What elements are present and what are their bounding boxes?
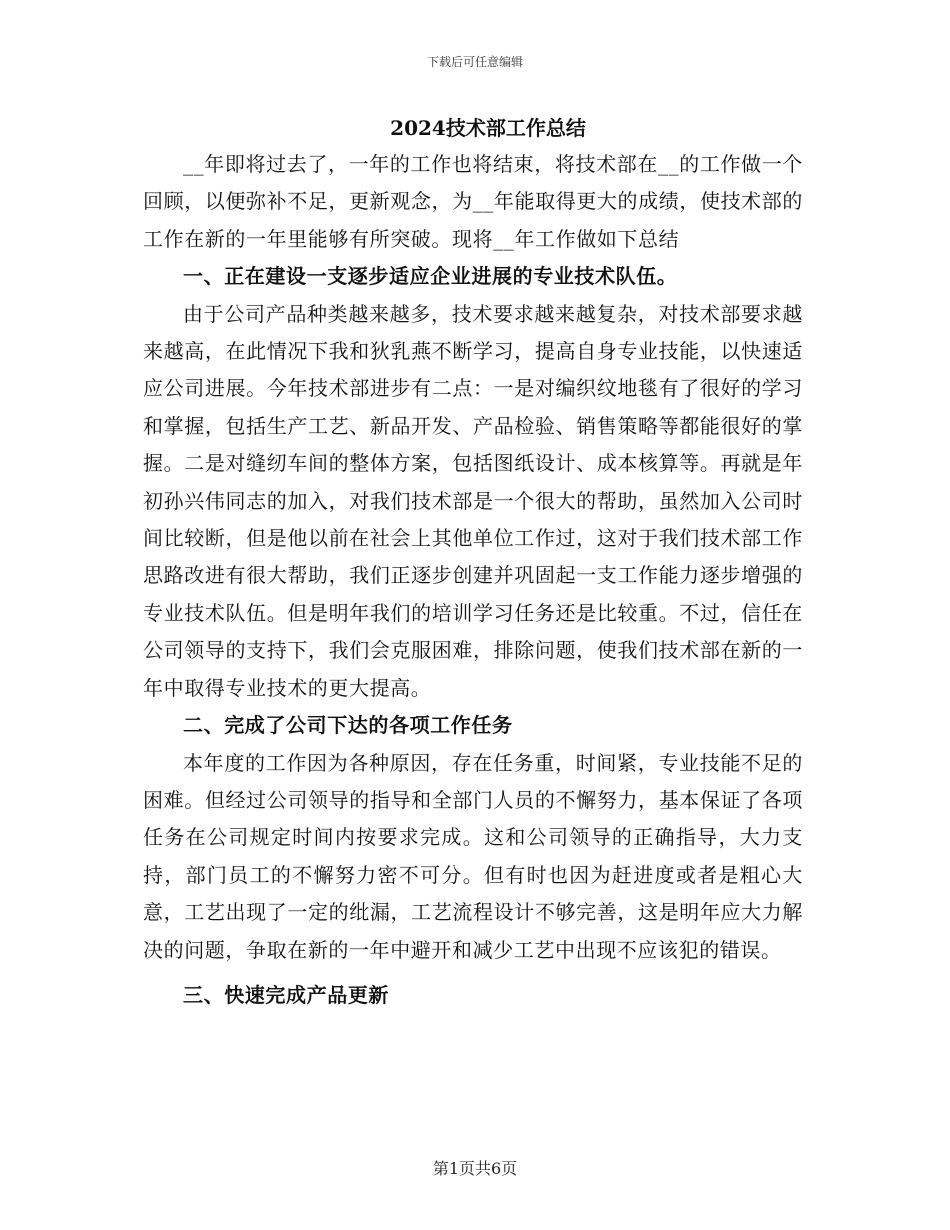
section-heading-2: 二、完成了公司下达的各项工作任务 — [183, 713, 513, 738]
page-number: 第1页共6页 — [432, 1159, 518, 1178]
section-heading-1: 一、正在建设一支逐步适应企业进展的专业技术队伍。 — [183, 264, 678, 289]
section-heading-3: 三、快速完成产品更新 — [183, 982, 389, 1007]
document-body — [143, 112, 803, 1014]
section-body-2: 本年度的工作因为各种原因，存在任务重，时间紧，专业技能不足的困难。但经过公司领导的指导和全部门人员的不懈努力，基本保证了各项任务在公司规定时间内按要求完成。这和公司领导的正确指导，大力支持，部门员工的不懈努力密不可分。但有时也因为赶进度或者是粗心大意，工艺出现了一定的纰漏，工艺流程设计不够完善，这是明年应大力解决的问题，争取在新的一年中避开和减少工艺中出现不应该犯的错误。 — [143, 750, 803, 962]
document-title: 2024技术部工作总结 — [390, 116, 586, 140]
page-header-note: 下载后可任意编辑 — [426, 55, 523, 69]
intro-paragraph: __年即将过去了，一年的工作也将结束，将技术部在__的工作做一个回顾，以便弥补不足，更新观念，为__年能取得更大的成绩，使技术部的工作在新的一年里能够有所突破。现将__年工作做如下总结 — [143, 152, 803, 251]
section-body-1: 由于公司产品种类越来越多，技术要求越来越复杂，对技术部要求越来越高，在此情况下我和狄乳燕不断学习，提高自身专业技能，以快速适应公司进展。今年技术部进步有二点：一是对编织纹地毯有了很好的学习和掌握，包括生产工艺、新品开发、产品检验、销售策略等都能很好的掌握。二是对缝纫车间的整体方案，包括图纸设计、成本核算等。再就是年初孙兴伟同志的加入，对我们技术部是一个很大的帮助，虽然加入公司时间比较断，但是他以前在社会上其他单位工作过，这对于我们技术部工作思路改进有很大帮助，我们正逐步创建并巩固起一支工作能力逐步增强的专业技术队伍。但是明年我们的培训学习任务还是比较重。不过，信任在公司领导的支持下，我们会克服困难，排除问题，使我们技术部在新的一年中取得专业技术的更大提高。 — [143, 301, 803, 700]
